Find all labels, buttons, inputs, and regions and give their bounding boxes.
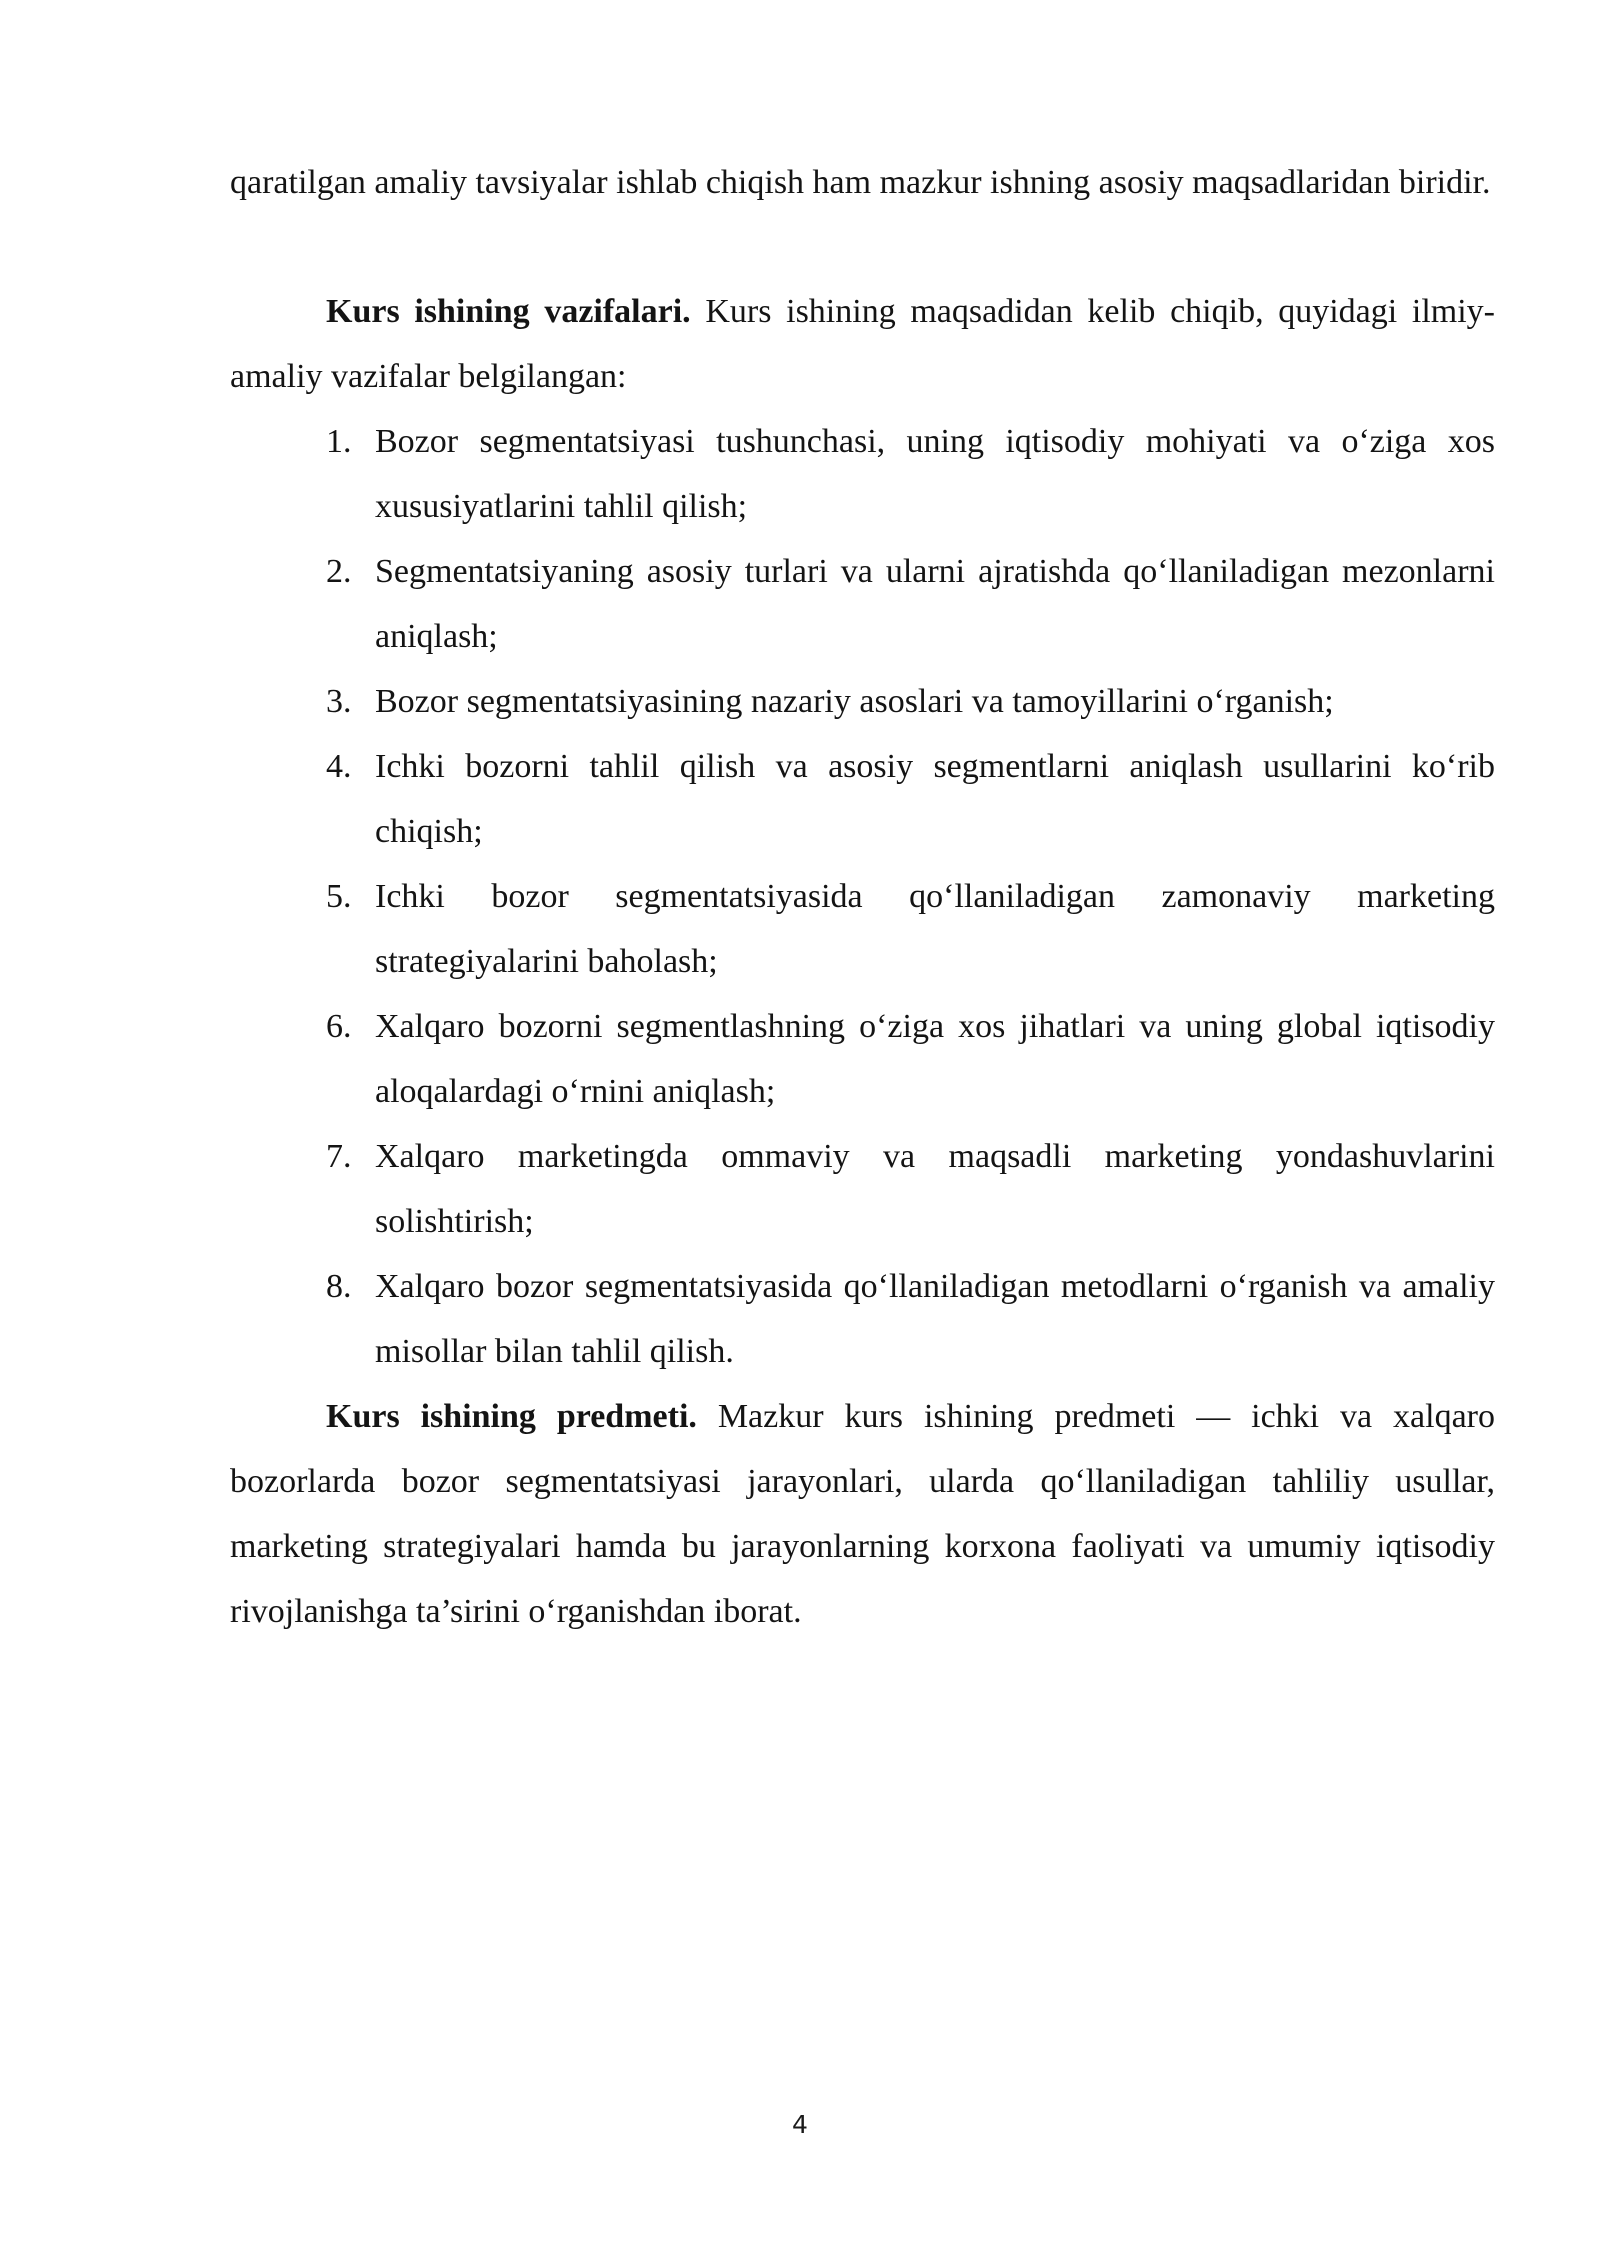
list-item-number: 2. [326,553,352,590]
list-item-number: 7. [326,1138,352,1175]
list-item [230,539,1495,669]
paragraph-gap [230,215,1495,279]
intro-paragraph [230,150,1495,215]
list-item [230,994,1495,1124]
list-item-number: 5. [326,878,352,915]
tasks-list [230,409,1495,1384]
page-number: 4 [792,2110,808,2139]
list-item [230,864,1495,994]
list-item-text: Bozor segmentatsiyasi tushunchasi, uning iqtisodiy mohiyati va o‘ziga xos xususiyatlarini tahlil qilish; [375,423,1495,525]
document-page [230,150,1495,1644]
list-item-text: Xalqaro bozorni segmentlashning o‘ziga xos jihatlari va uning global iqtisodiy aloqalardagi o‘rnini aniqlash; [375,1008,1495,1110]
list-item [230,409,1495,539]
subject-text: Mazkur kurs ishining predmeti — ichki va xalqaro bozorlarda bozor segmentatsiyasi jarayonlari, ularda qo‘llaniladigan tahliliy usullar, marketing strategiyalari hamda bu jarayonlarning korxona faoliyati va umumiy iqtisodiy rivojlanishga ta’sirini o‘rganishdan iborat. [230,1398,1495,1630]
tasks-paragraph [230,279,1495,409]
list-item-number: 3. [326,683,352,720]
subject-paragraph [230,1384,1495,1644]
list-item-text: Segmentatsiyaning asosiy turlari va ularni ajratishda qo‘llaniladigan mezonlarni aniqlash; [375,553,1495,655]
tasks-lead: Kurs ishining maqsadidan kelib chiqib, quyidagi ilmiy-amaliy vazifalar belgilangan: [230,293,1495,395]
list-item-number: 8. [326,1268,352,1305]
list-item-number: 1. [326,423,352,460]
list-item-number: 4. [326,748,352,785]
list-item-text: Xalqaro bozor segmentatsiyasida qo‘llaniladigan metodlarni o‘rganish va amaliy misollar bilan tahlil qilish. [375,1268,1495,1370]
list-item-text: Ichki bozorni tahlil qilish va asosiy segmentlarni aniqlash usullarini ko‘rib chiqish; [375,748,1495,850]
list-item [230,734,1495,864]
list-item-text: Bozor segmentatsiyasining nazariy asoslari va tamoyillarini o‘rganish; [375,683,1334,720]
list-item [230,669,1495,734]
intro-text: qaratilgan amaliy tavsiyalar ishlab chiqish ham mazkur ishning asosiy maqsadlaridan biridir. [230,164,1491,201]
list-item-text: Xalqaro marketingda ommaviy va maqsadli marketing yondashuvlarini solishtirish; [375,1138,1495,1240]
subject-heading: Kurs ishining predmeti. [326,1398,697,1435]
list-item [230,1254,1495,1384]
list-item [230,1124,1495,1254]
list-item-text: Ichki bozor segmentatsiyasida qo‘llaniladigan zamonaviy marketing strategiyalarini baholash; [375,878,1495,980]
list-item-number: 6. [326,1008,352,1045]
tasks-heading: Kurs ishining vazifalari. [326,293,691,330]
